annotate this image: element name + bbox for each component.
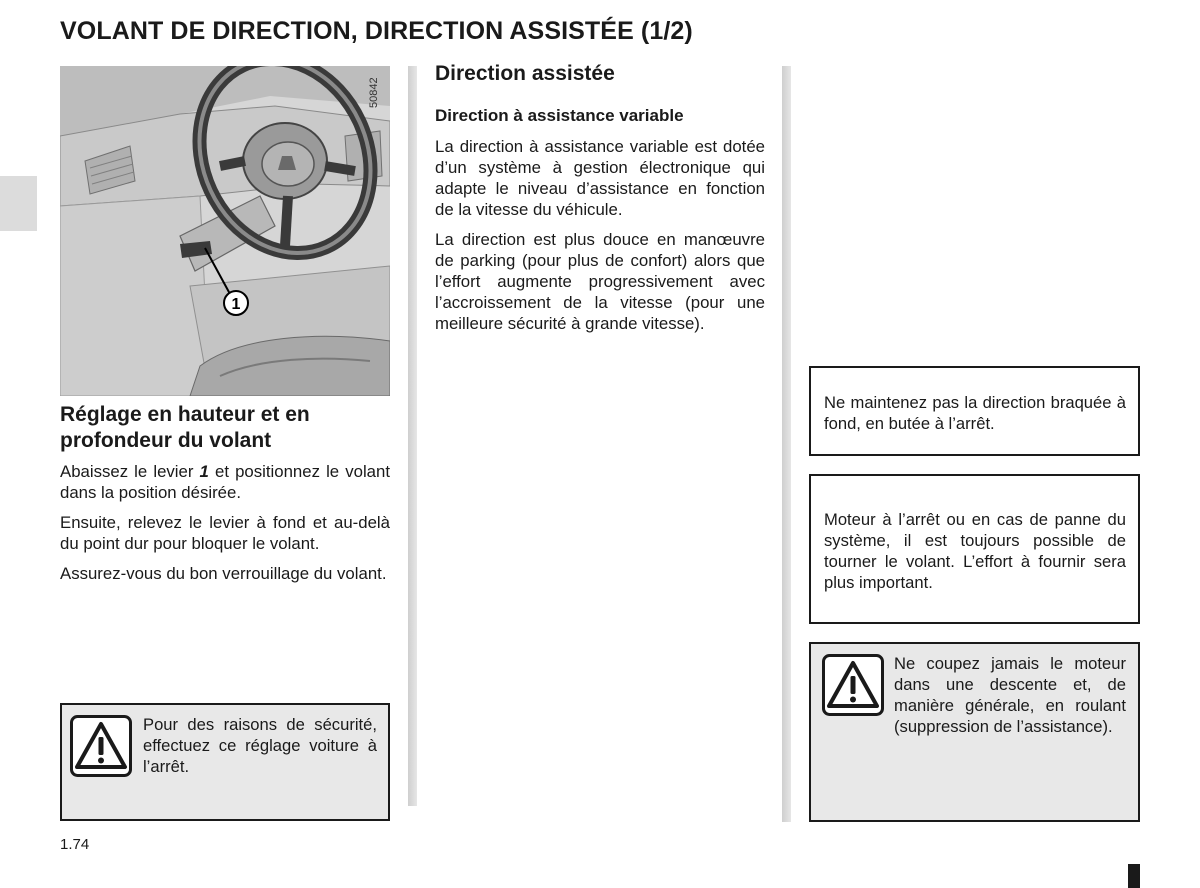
left-body [60, 461, 390, 593]
section-heading-power-steering: Direction assistée [435, 62, 615, 85]
warning-box-left [60, 703, 390, 821]
text-run: et positionnez le volant dans la position désirée. [60, 462, 390, 502]
paragraph: Ensuite, relevez le levier à fond et au-delà du point dur pour bloquer le volant. [60, 513, 390, 553]
chapter-tab [0, 176, 37, 231]
paragraph: La direction à assistance variable est dotée d’un système à gestion électronique qui adapte le niveau d’assistance en fonction de la vitesse du véhicule. [435, 137, 765, 219]
middle-body [435, 136, 765, 343]
warning-text: Pour des raisons de sécurité, effectuez ce réglage voiture à l’arrêt. [143, 715, 377, 776]
warning-triangle-icon [70, 715, 132, 777]
paragraph: Assurez-vous du bon verrouillage du volant. [60, 564, 387, 583]
lever-reference: 1 [199, 462, 209, 481]
page-number: 1.74 [60, 836, 90, 853]
warning-text [824, 653, 1126, 737]
paragraph [60, 461, 390, 503]
section-heading-steering-adjust: Réglage en hauteur et en profondeur du volant [60, 403, 310, 452]
note-box-2 [809, 474, 1140, 624]
note-text: Moteur à l’arrêt ou en cas de panne du système, il est toujours possible de tourner le volant. L’effort à fournir sera plus important. [824, 510, 1126, 592]
column-divider-right [782, 66, 791, 822]
text-run: Abaissez le levier [60, 462, 200, 481]
figure-number: 50842 [368, 77, 380, 108]
subheading-variable-assist: Direction à assistance variable [435, 106, 684, 125]
note-box-1 [809, 366, 1140, 456]
paragraph: La direction est plus douce en manœuvre de parking (pour plus de confort) alors que l’effort augmente progressivement avec l’accroissement de la vitesse (pour une meilleure sécurité à grande vitesse). [435, 230, 765, 333]
steering-wheel-illustration [60, 66, 390, 396]
edge-marker [1128, 864, 1140, 888]
column-divider-left [408, 66, 417, 806]
note-text: Ne maintenez pas la direction braquée à fond, en butée à l’arrêt. [824, 393, 1126, 433]
page-title: VOLANT DE DIRECTION, DIRECTION ASSISTÉE (1/2) [60, 17, 693, 45]
figure-callout-label: 1 [231, 296, 241, 313]
warning-text-content: Ne coupez jamais le moteur dans une descente et, de manière générale, en roulant (suppression de l’assistance). [894, 654, 1126, 736]
warning-box-right [809, 642, 1140, 822]
